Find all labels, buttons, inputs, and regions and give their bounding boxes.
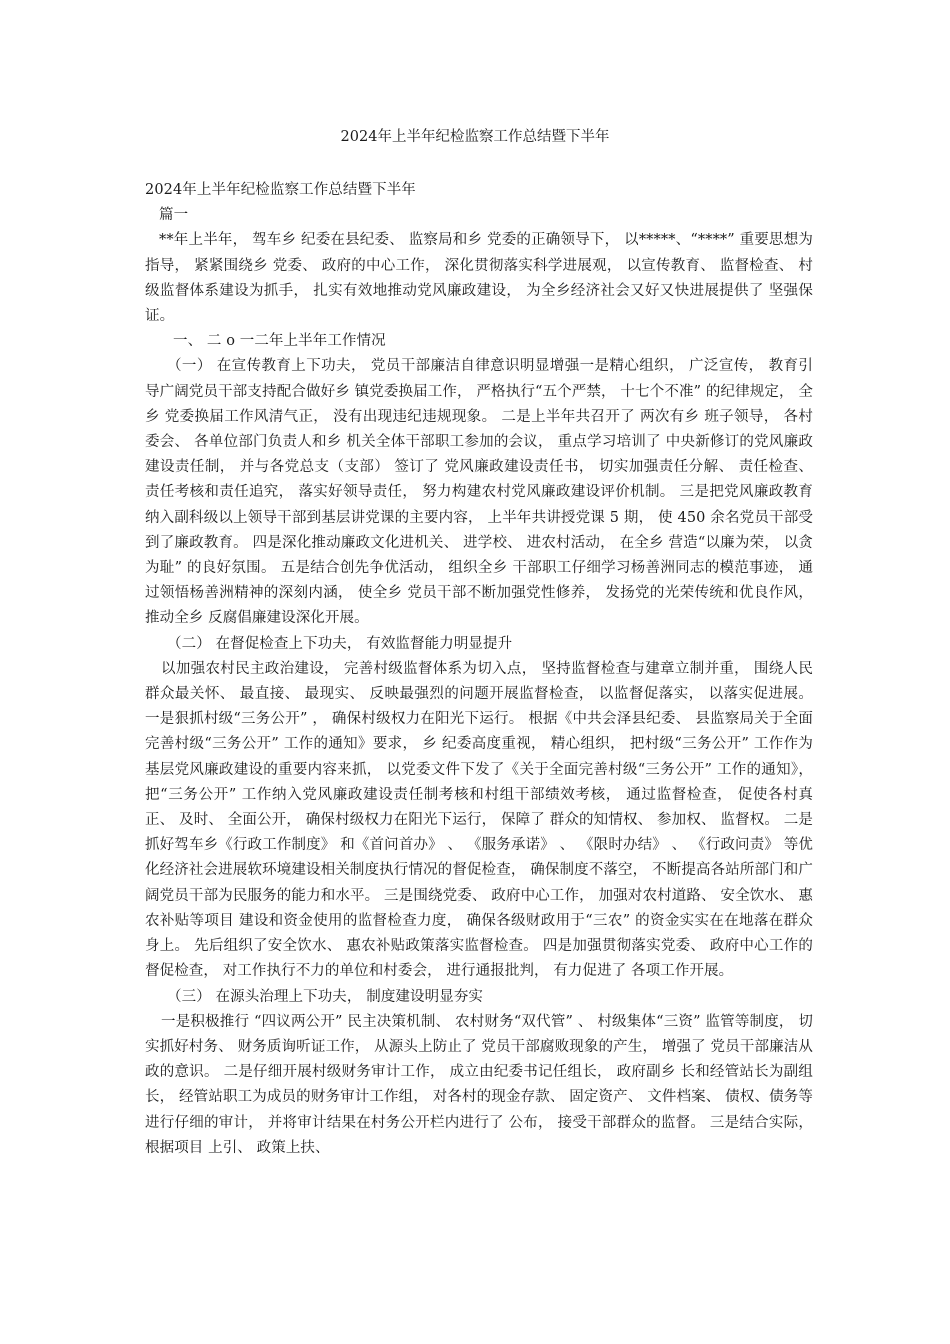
subsection-3-body: 一是积极推行 “四议两公开” 民主决策机制、 农村财务“双代管” 、 村级集体“三资” 监管等制度， 切实抓好村务、 财务质询听证工作， 从源头上防止了 党员干部腐败现象的产生， 增强了 党员干部廉洁从政的意识。 二是仔细开展村级财务审计工作， 成立由纪委书记任组长， 政府副乡 长和经管站长为副组长， 经管站职工为成员的财务审计工作组， 对各村的现金存款、 固定资产、 文件档案、 债权、债务等进行仔细的审计， 并将审计结果在村务公开栏内进行了 公布， 接受干部群众的监督。 三是结合实际， 根据项目 上引、 政策上扶、: [145, 1013, 813, 1156]
document-subtitle: 2024年上半年纪检监察工作总结暨下半年: [145, 182, 416, 198]
subsection-1-paragraph: [145, 354, 813, 631]
document-body: [145, 178, 813, 1161]
document-title: 2024年上半年纪检监察工作总结暨下半年: [340, 129, 610, 145]
subsection-3-heading: （三） 在源头治理上下功夫， 制度建设明显夯实: [167, 988, 484, 1005]
subsection-2-heading: （二） 在督促检查上下功夫， 有效监督能力明显提升: [167, 635, 513, 652]
part-label: 篇一: [159, 207, 189, 224]
intro-paragraph: **年上半年， 驾车乡 纪委在县纪委、 监察局和乡 党委的正确领导下， 以*****、“***​*” 重要思想为指导， 紧紧围绕乡 党委、 政府的中心工作， 深化贯彻落实科学进展观， 以宣传教育、 监督检查、 村级监督体系建设为抓手， 扎实有效地推动党风廉政建设， 为全乡经济社会又好又快进展提供了 坚强保证。: [145, 232, 813, 325]
subsection-1-heading: （一） 在宣传教育上下功夫， 党员干部廉洁自律意识明显增强: [167, 358, 580, 375]
subsection-1-body: 一是精心组织， 广泛宣传， 教育引导广阔党员干部支持配合做好乡 镇党委换届工作， 严格执行“五个严禁， 十七个不准” 的纪律规定， 全乡 党委换届工作风清气正， 没有出现违纪违规现象。 二是上半年共召开了 两次有乡 班子领导， 各村委会、 各单位部门负责人和乡 机关全体干部职工参加的会议， 重点学习培训了 中央新修订的党风廉政建设责任制， 并与各党总支（支部） 签订了 党风廉政建设责任书， 切实加强责任分解、 责任检查、 责任考核和责任追究， 落实好领导责任， 努力构建农村党风廉政建设评价机制。 三是把党风廉政教育纳入副科级以上领导干部到基层讲党课的主要内容， 上半年共讲授党课 5 期， 使 450 余名党员干部受到了廉政教育。 四是深化推动廉政文化进机关、 进学校、 进农村活动， 在全乡 营造“以廉为荣， 以贪为耻” 的良好氛围。 五是结合创先争优活动， 组织全乡 干部职工仔细学习杨善洲同志的模范事迹， 通过领悟杨善洲精神的深刻内涵， 使全乡 党员干部不断加强党性修养， 发扬党的光荣传统和优良作风， 推动全乡 反腐倡廉建设深化开展。: [145, 358, 813, 627]
section-heading-1: 一、 二 o 一二年上半年工作情况: [173, 333, 386, 350]
subsection-2-body: 以加强农村民主政治建设， 完善村级监督体系为切入点， 坚持监督检查与建章立制并重， 围绕人民群众最关怀、 最直接、 最现实、 反映最强烈的问题开展监督检查， 以监督促落实， 以落实促进展。 一是狠抓村级“三务公开” ， 确保村级权力在阳光下运行。 根据《中共会泽县纪委、 县监察局关于全面完善村级“三务公开” 工作的通知》要求， 乡 纪委高度重视， 精心组织， 把村级“三务公开” 工作作为基层党风廉政建设的重要内容来抓， 以党委文件下发了《关于全面完善村级“三务公开” 工作的通知》， 把“三务公开” 工作纳入党风廉政建设责任制考核和村组干部绩效考核， 通过监督检查， 促使各村真正、 及时、 全面公开， 确保村级权力在阳光下运行， 保障了 群众的知情权、 参加权、 监督权。 二是抓好驾车乡《行政工作制度》 和《首问首办》 、 《服务承诺》 、 《限时办结》 、 《行政问责》 等优化经济社会进展软环境建设相关制度执行情况的督促检查， 确保制度不落空， 不断提高各站所部门和广阔党员干部为民服务的能力和水平。 三是围绕党委、 政府中心工作， 加强对农村道路、 安全饮水、 惠农补贴等项目 建设和资金使用的监督检查力度， 确保各级财政用于“三农” 的资金实实在在地落在群众身上。 先后组织了安全饮水、 惠农补贴政策落实监督检查。 四是加强贯彻落实党委、 政府中心工作的督促检查， 对工作执行不力的单位和村委会， 进行通报批判， 有力促进了 各项工作开展。: [145, 660, 813, 980]
